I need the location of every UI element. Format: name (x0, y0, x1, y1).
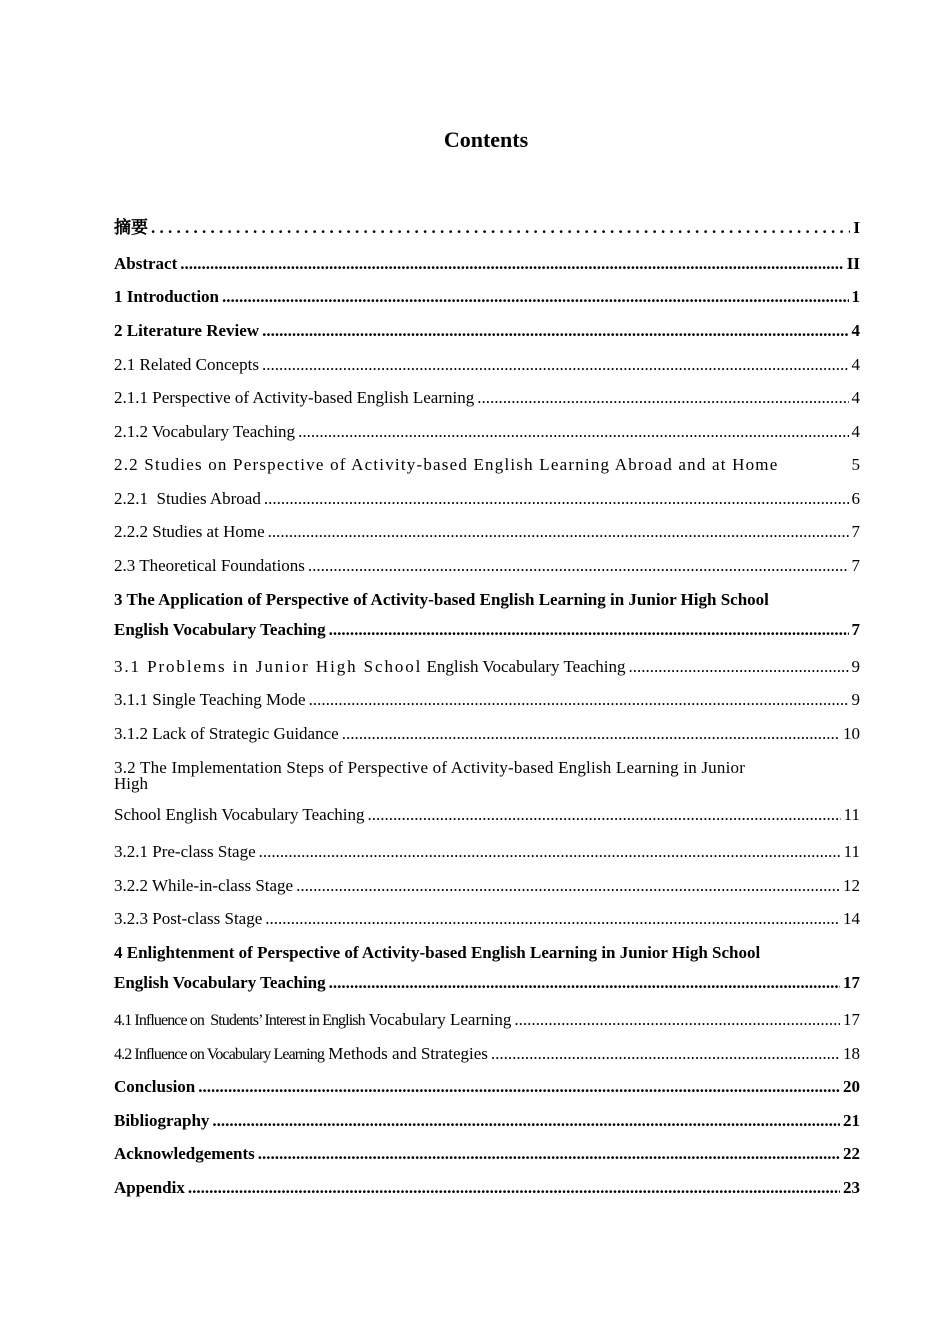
toc-entry-page: 1 (851, 287, 860, 306)
toc-entry-text: Abstract (114, 254, 178, 273)
toc-entry-page: 4 (851, 422, 860, 441)
toc-entry-text-rest: Vocabulary Learning (368, 1010, 512, 1029)
toc-entry-text: 2.1.2 Vocabulary Teaching (114, 422, 296, 441)
toc-entry-text: 3.2.2 While-in-class Stage (114, 876, 294, 895)
toc-entry-page: 20 (843, 1077, 860, 1096)
toc-entry-text-line1b: High (114, 774, 148, 793)
toc-entry-text: 摘要 (114, 218, 148, 237)
toc-leader-dots (514, 1009, 840, 1030)
toc-entry-text-line1: 4 Enlightenment of Perspective of Activity-based English Learning in Junior High School (114, 943, 761, 962)
toc-leader-dots (222, 286, 848, 307)
toc-entry-3-1[interactable] (114, 656, 860, 677)
toc-leader-dots (258, 1143, 840, 1164)
toc-leader-dots (308, 555, 849, 576)
toc-entry-4-1[interactable] (114, 1009, 860, 1031)
toc-entry-text-spaced: 3.1 Problems in Junior High School (114, 657, 423, 676)
toc-entry-page: 7 (851, 522, 860, 541)
toc-entry-page: I (853, 218, 860, 237)
toc-entry-page: 11 (843, 805, 860, 824)
toc-entry-chapter-4-line2[interactable] (114, 972, 860, 993)
toc-entry-text: 2.3 Theoretical Foundations (114, 556, 305, 575)
toc-entry-page: 4 (851, 355, 860, 374)
toc-entry-text: 2.1.1 Perspective of Activity-based English Learning (114, 388, 475, 407)
toc-entry-chapter-4[interactable] (114, 942, 856, 963)
toc-entry-3-2-1[interactable] (114, 841, 860, 862)
toc-leader-dots (367, 804, 840, 825)
toc-entry-text: 3.1.2 Lack of Strategic Guidance (114, 724, 339, 743)
toc-entry-text-rest: Methods and Strategies (328, 1044, 488, 1063)
toc-entry-2-2-2[interactable] (114, 521, 860, 542)
toc-entry-text-condensed: 4.2 Influence on Vocabulary Learning (114, 1046, 325, 1063)
toc-entry-bibliography[interactable] (114, 1110, 860, 1131)
toc-entry-4-2[interactable] (114, 1043, 860, 1065)
toc-entry-3-2-wrap (114, 774, 860, 793)
toc-entry-3-1-1[interactable] (114, 689, 860, 710)
toc-leader-dots (629, 656, 849, 677)
toc-entry-page: 7 (851, 556, 860, 575)
toc-entry-page: 23 (843, 1178, 860, 1197)
toc-entry-introduction[interactable] (114, 286, 860, 307)
toc-leader-dots (212, 1110, 840, 1131)
toc-entry-page: 21 (843, 1111, 860, 1130)
toc-entry-text: 2.2.2 Studies at Home (114, 522, 265, 541)
toc-leader-dots (264, 488, 849, 509)
toc-leader-dots (188, 1177, 840, 1198)
toc-leader-dots (342, 723, 840, 744)
toc-entry-text: 3.1.1 Single Teaching Mode (114, 690, 306, 709)
toc-entry-page: 5 (851, 455, 860, 474)
toc-entry-abstract[interactable] (114, 253, 860, 274)
toc-leader-dots (198, 1076, 840, 1097)
toc-entry-2-1-2[interactable] (114, 421, 860, 442)
toc-entry-text-line1: 3 The Application of Perspective of Activity-based English Learning in Junior High School (114, 590, 769, 609)
toc-leader-dots (309, 689, 849, 710)
toc-entry-text: Bibliography (114, 1111, 210, 1130)
toc-leader-dots (180, 253, 844, 274)
toc-leader-dots (262, 354, 849, 375)
toc-entry-page: 6 (851, 489, 860, 508)
toc-leader-dots (262, 320, 848, 341)
toc-entry-text-condensed: 4.1 Influence on Students’ Interest in English (114, 1012, 365, 1029)
toc-entry-page: 17 (843, 1010, 860, 1029)
toc-entry-text: 2.2.1 Studies Abroad (114, 489, 261, 508)
toc-leader-dots (265, 908, 840, 929)
toc-entry-text: 2.1 Related Concepts (114, 355, 259, 374)
toc-leader-dots (477, 387, 848, 408)
toc-entry-text-line1: 3.2 The Implementation Steps of Perspective of Activity-based English Learning in Junior (114, 758, 746, 777)
toc-entry-abstract-chinese[interactable] (114, 217, 860, 238)
toc-leader-dots (298, 421, 848, 442)
toc-leader-dots (329, 972, 840, 993)
toc-leader-dots (491, 1043, 840, 1064)
toc-entry-conclusion[interactable] (114, 1076, 860, 1097)
toc-entry-text: 2 Literature Review (114, 321, 260, 340)
toc-entry-page: 17 (843, 973, 860, 992)
toc-entry-chapter-3-line2[interactable] (114, 619, 860, 640)
toc-entry-literature-review[interactable] (114, 320, 860, 341)
toc-entry-3-2-2[interactable] (114, 875, 860, 896)
toc-entry-text-line2: English Vocabulary Teaching (114, 620, 326, 639)
toc-entry-page: 11 (843, 842, 860, 861)
toc-entry-page: 9 (851, 657, 860, 676)
toc-leader-dots (296, 875, 840, 896)
toc-entry-page: 12 (843, 876, 860, 895)
toc-entry-page: 4 (851, 388, 860, 407)
toc-entry-2-2-1[interactable] (114, 488, 860, 509)
toc-entry-text: Conclusion (114, 1077, 196, 1096)
toc-leader-dots (268, 521, 849, 542)
toc-entry-acknowledgements[interactable] (114, 1143, 860, 1164)
toc-leader-dots (259, 841, 841, 862)
toc-entry-text-line2: School English Vocabulary Teaching (114, 805, 365, 824)
toc-entry-2-2[interactable] (114, 454, 860, 475)
toc-entry-appendix[interactable] (114, 1177, 860, 1198)
toc-entry-page: 10 (843, 724, 860, 743)
toc-entry-text: Acknowledgements (114, 1144, 255, 1163)
toc-entry-page: 14 (843, 909, 860, 928)
toc-entry-3-2-3[interactable] (114, 908, 860, 929)
toc-entry-2-1[interactable] (114, 354, 860, 375)
toc-entry-text: 3.2.1 Pre-class Stage (114, 842, 256, 861)
toc-entry-2-3[interactable] (114, 555, 860, 576)
toc-entry-text-rest: English Vocabulary Teaching (426, 657, 626, 676)
toc-entry-page: 7 (851, 620, 860, 639)
toc-entry-text: 1 Introduction (114, 287, 220, 306)
toc-entry-page: II (846, 254, 860, 273)
toc-entry-text-line2: English Vocabulary Teaching (114, 973, 326, 992)
page-title: Contents (443, 127, 529, 152)
toc-entry-3-1-2[interactable] (114, 723, 860, 744)
toc-entry-page: 4 (851, 321, 860, 340)
toc-entry-page: 22 (843, 1144, 860, 1163)
toc-entry-chapter-3[interactable] (114, 589, 860, 610)
toc-entry-page: 9 (851, 690, 860, 709)
toc-entry-page: 18 (843, 1044, 860, 1063)
toc-entry-text: Appendix (114, 1178, 185, 1197)
toc-entry-3-2-line2[interactable] (114, 804, 860, 825)
toc-entry-text: 3.2.3 Post-class Stage (114, 909, 263, 928)
toc-entry-2-1-1[interactable] (114, 387, 860, 408)
toc-entry-text: 2.2 Studies on Perspective of Activity-based English Learning Abroad and at Home (114, 455, 779, 474)
toc-leader-dots (329, 619, 849, 640)
toc-leader-dots (151, 217, 850, 238)
